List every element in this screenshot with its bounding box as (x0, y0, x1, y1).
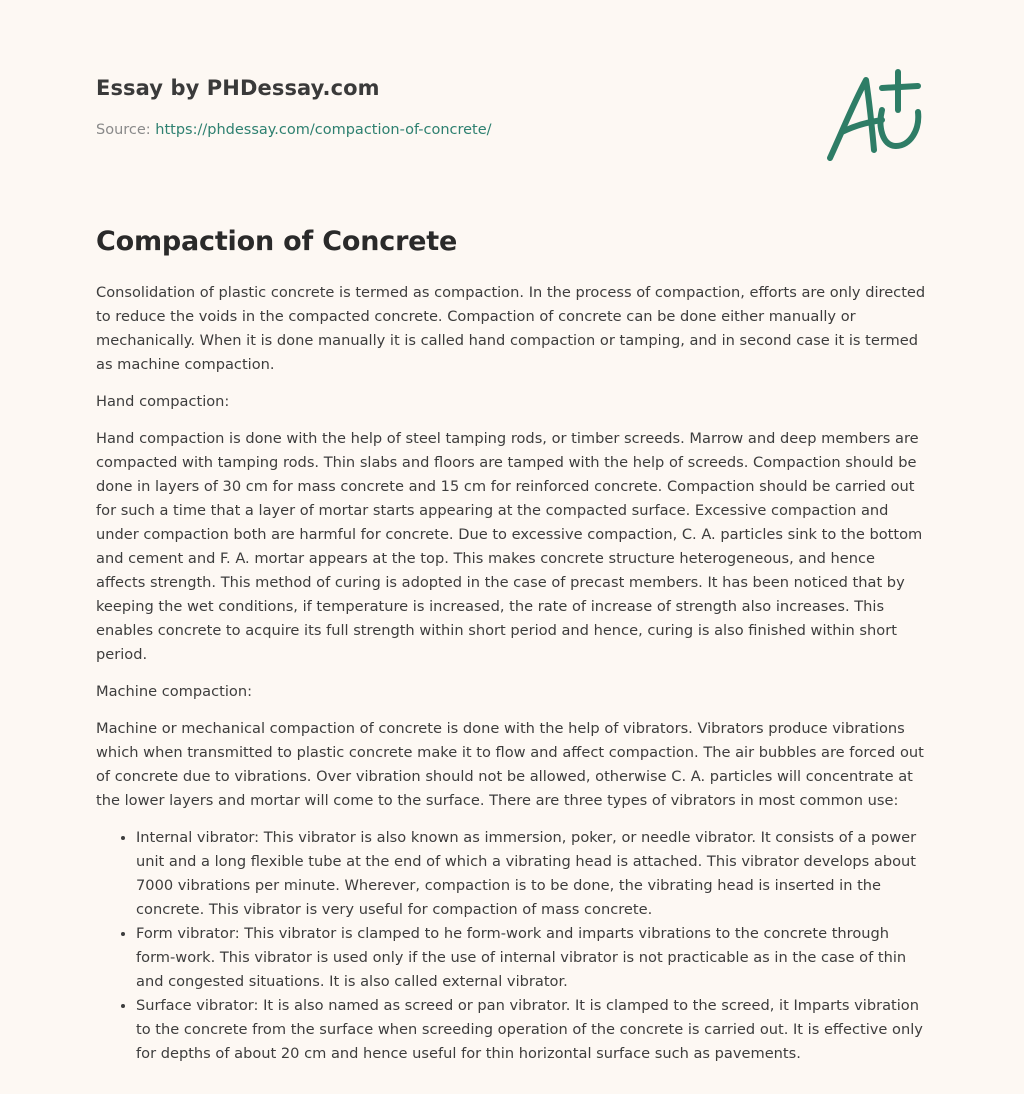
source-link[interactable]: https://phdessay.com/compaction-of-concrete/ (155, 122, 492, 138)
list-item: • Form vibrator: This vibrator is clamped to he form-work and imparts vibrations to the concrete through form-work. This vibrator is used only if the use of internal vibrator is not practicable as in the case of thin and congested situations. It is also called external vibrator. (136, 922, 928, 994)
essay-body (96, 226, 928, 1066)
hand-compaction-heading: Hand compaction: (96, 393, 230, 410)
site-title: Essay by PHDessay.com (96, 76, 380, 100)
machine-compaction-paragraph: Machine or mechanical compaction of concrete is done with the help of vibrators. Vibrators produce vibrations which when transmitted to plastic concrete make it to flow and affect compaction. The air bubbles are forced out of concrete due to vibrations. Over vibration should not be allowed, otherwise C. A. particles will concentrate at the lower layers and mortar will come to the surface. There are three types of vibrators in most common use: (96, 720, 924, 809)
vibrator-list (96, 826, 928, 1066)
source-line (96, 122, 696, 138)
machine-compaction-heading: Machine compaction: (96, 683, 252, 700)
source-label: Source: (96, 122, 151, 138)
hand-compaction-paragraph: Hand compaction is done with the help of steel tamping rods, or timber screeds. Marrow and deep members are compacted with tamping rods. Thin slabs and floors are tamped with the help of screeds. Compaction should be done in layers of 30 cm for mass concrete and 15 cm for reinforced concrete. Compaction should be carried out for such a time that a layer of mortar starts appearing at the compacted surface. Excessive compaction and under compaction both are harmful for concrete. Due to excessive compaction, C. A. particles sink to the bottom and cement and F. A. mortar appears at the top. This makes concrete structure heterogeneous, and hence affects strength. This method of curing is adopted in the case of precast members. It has been noticed that by keeping the wet conditions, if temperature is increased, the rate of increase of strength also increases. This enables concrete to acquire its full strength within short period and hence, curing is also finished within short period. (96, 430, 923, 663)
a-plus-grade-icon (820, 66, 930, 166)
essay-title: Compaction of Concrete (96, 226, 458, 257)
page-header (96, 76, 696, 138)
list-item: • Internal vibrator: This vibrator is also known as immersion, poker, or needle vibrator. It consists of a power unit and a long flexible tube at the end of which a vibrating head is attached. This vibrator develops about 7000 vibrations per minute. Wherever, compaction is to be done, the vibrating head is inserted in the concrete. This vibrator is very useful for compaction of mass concrete. (136, 826, 928, 922)
list-item: • Surface vibrator: It is also named as screed or pan vibrator. It is clamped to the screed, it Imparts vibration to the concrete from the surface when screeding operation of the concrete is carried out. It is effective only for depths of about 20 cm and hence useful for thin horizontal surface such as pavements. (136, 994, 928, 1066)
intro-paragraph: Consolidation of plastic concrete is termed as compaction. In the process of compaction, efforts are only directed to reduce the voids in the compacted concrete. Compaction of concrete can be done either manually or mechanically. When it is done manually it is called hand compaction or tamping, and in second case it is termed as machine compaction. (96, 284, 926, 373)
